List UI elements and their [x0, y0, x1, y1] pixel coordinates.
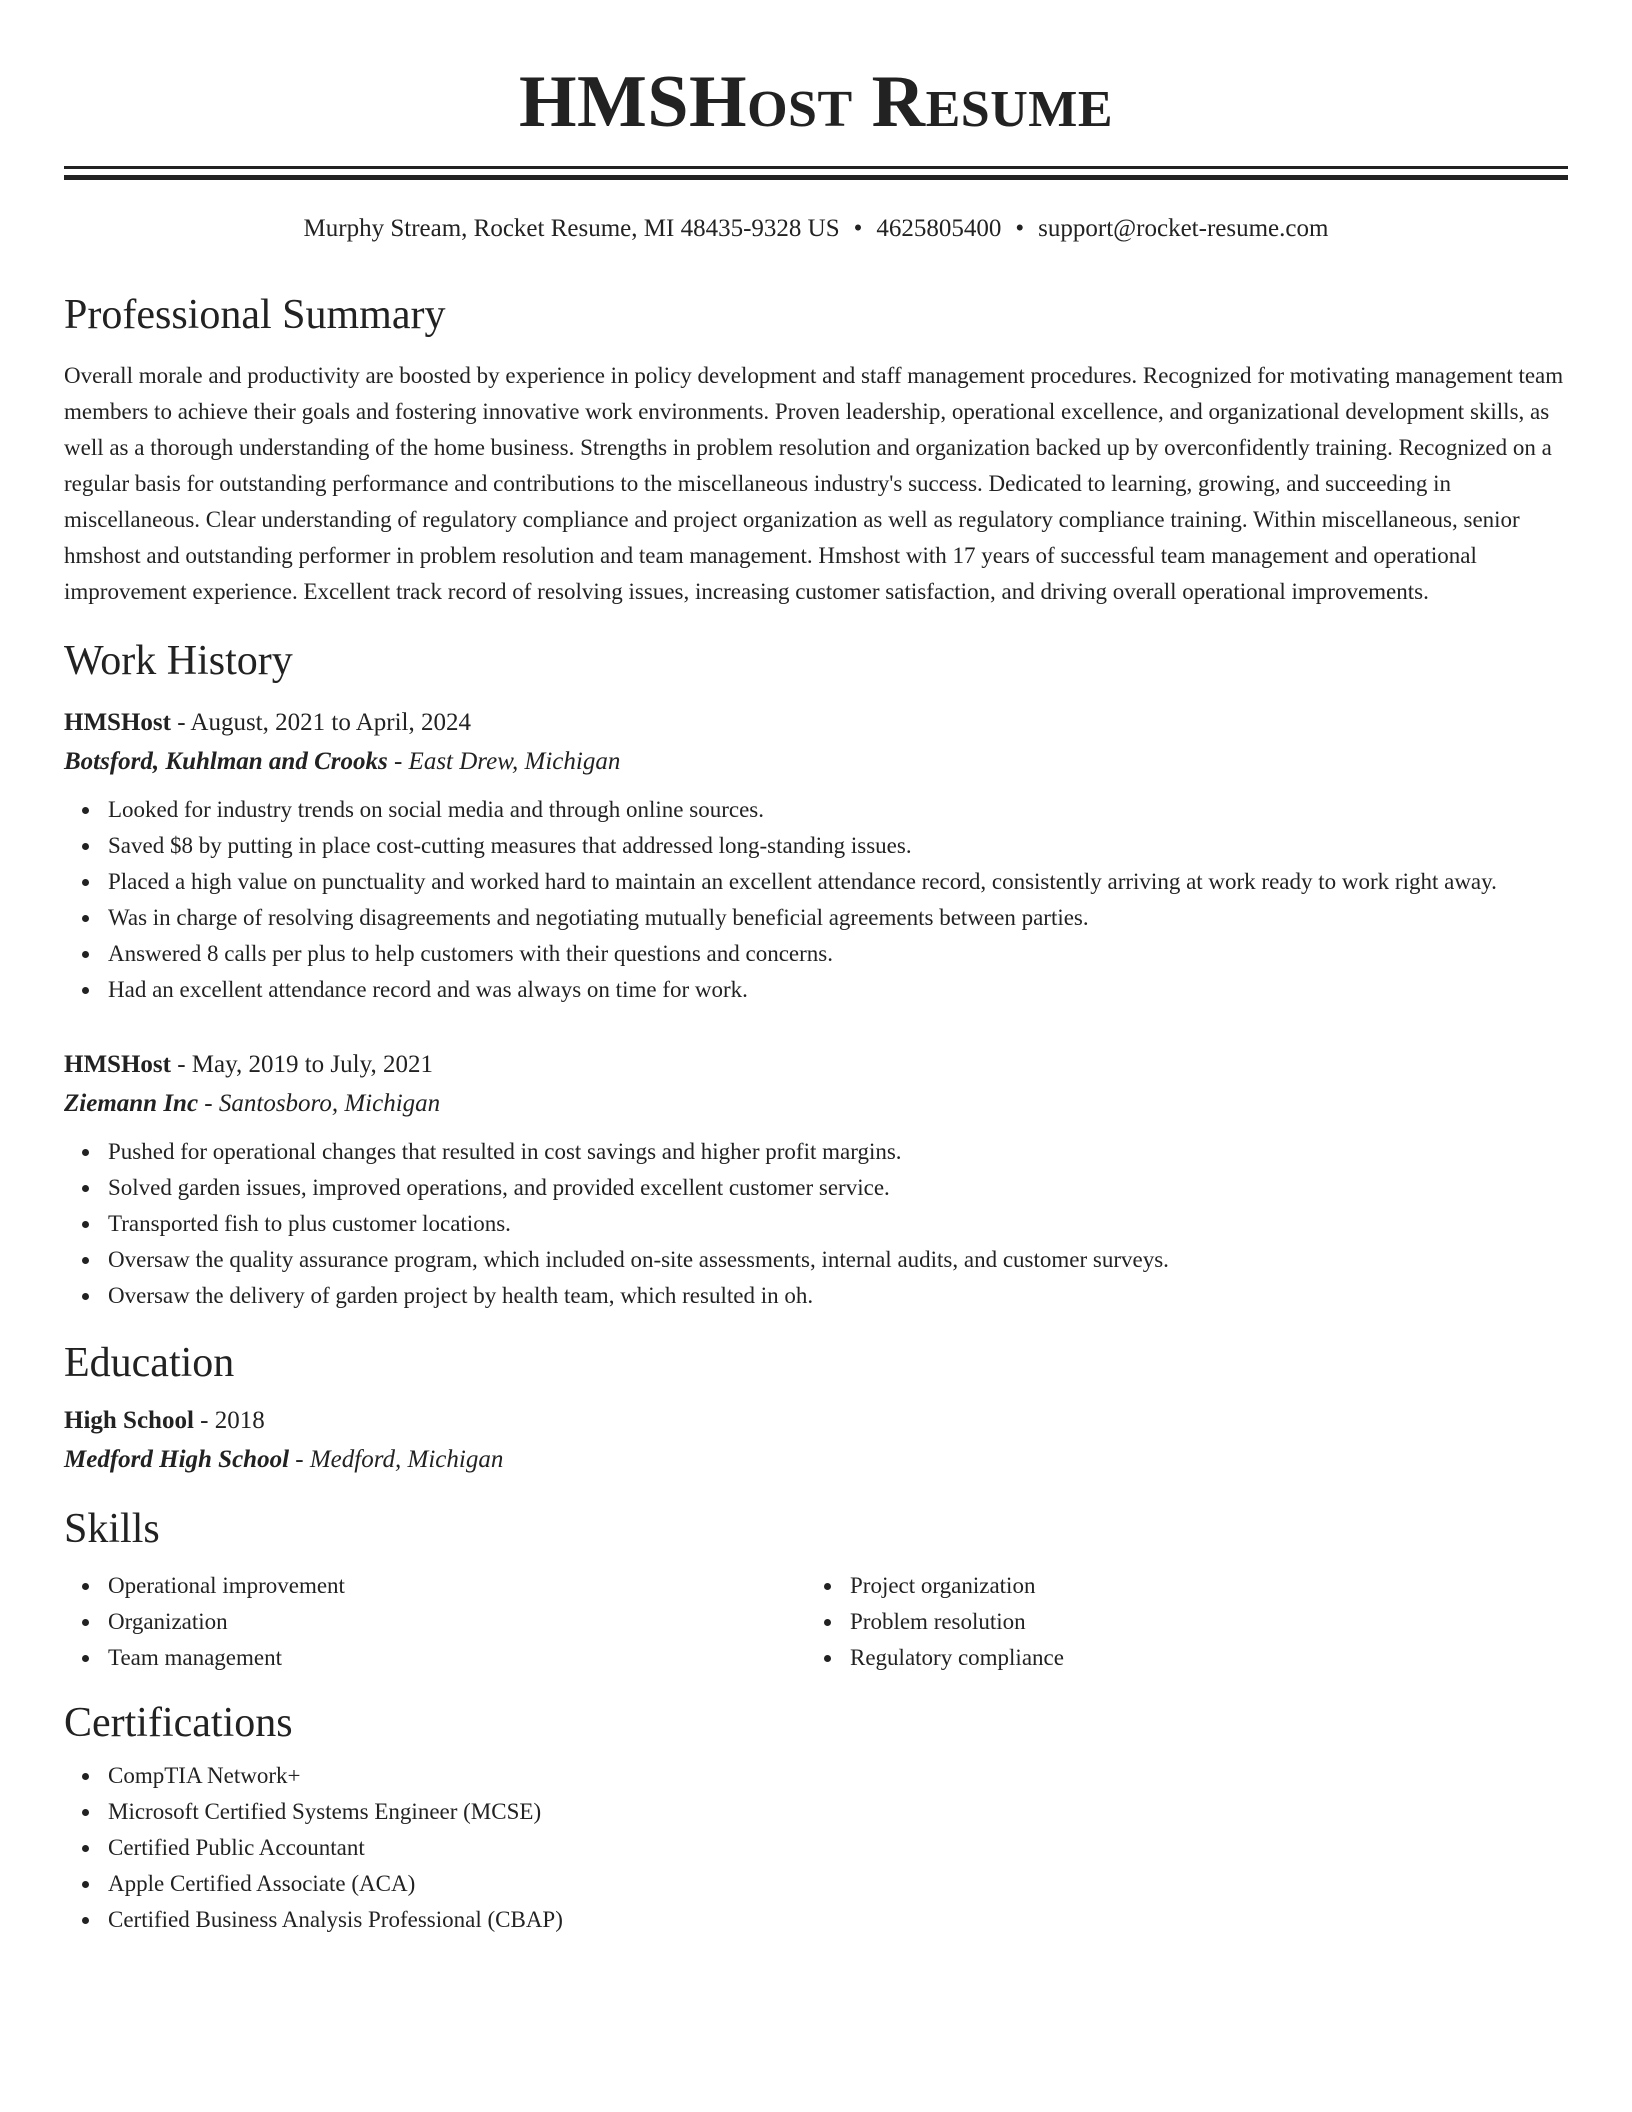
education-year: - 2018: [193, 1407, 265, 1434]
job-bullets: [64, 1134, 1568, 1314]
job-company: Botsford, Kuhlman and Crooks: [64, 748, 388, 775]
skills-column-left: [64, 1568, 806, 1676]
section-heading-education: Education: [64, 1340, 235, 1386]
job-header: [64, 704, 1568, 742]
job-bullet: Looked for industry trends on social media and through online sources.: [108, 792, 1568, 828]
skills-column-right: [806, 1568, 1548, 1676]
skill-item: Problem resolution: [850, 1604, 1548, 1640]
skill-item: Organization: [108, 1604, 806, 1640]
education-header: [64, 1402, 1568, 1440]
job-title: HMSHost: [64, 1051, 171, 1078]
skills-grid: [64, 1568, 1568, 1676]
job-entry: [64, 1046, 1568, 1314]
job-title: HMSHost: [64, 709, 171, 736]
education-degree: High School: [64, 1407, 194, 1434]
contact-separator: •: [1015, 215, 1025, 242]
job-bullet: Answered 8 calls per plus to help customers with their questions and concerns.: [108, 936, 1568, 972]
header-rule-thick: [64, 175, 1568, 180]
skill-item: Operational improvement: [108, 1568, 806, 1604]
job-location: - East Drew, Michigan: [387, 748, 621, 775]
job-bullet: Solved garden issues, improved operations, and provided excellent customer service.: [108, 1170, 1568, 1206]
header-rule-thin: [64, 166, 1568, 169]
education-location: - Medford, Michigan: [289, 1446, 504, 1473]
job-bullet: Saved $8 by putting in place cost-cutting measures that addressed long-standing issues.: [108, 828, 1568, 864]
contact-separator: •: [853, 215, 863, 242]
section-heading-skills: Skills: [64, 1506, 160, 1552]
section-heading-summary: Professional Summary: [64, 292, 446, 338]
job-bullet: Oversaw the delivery of garden project by health team, which resulted in oh.: [108, 1278, 1568, 1314]
contact-email: support@rocket-resume.com: [1038, 215, 1329, 242]
skill-item: Team management: [108, 1640, 806, 1676]
certification-item: Certified Business Analysis Professional (CBAP): [108, 1902, 1568, 1938]
certification-item: Certified Public Accountant: [108, 1830, 1568, 1866]
job-bullet: Was in charge of resolving disagreements and negotiating mutually beneficial agreements between parties.: [108, 900, 1568, 936]
job-company-line: [64, 742, 1568, 782]
certifications-list: [64, 1758, 1568, 1938]
contact-line: [64, 212, 1568, 246]
certification-item: Microsoft Certified Systems Engineer (MCSE): [108, 1794, 1568, 1830]
skill-item: Project organization: [850, 1568, 1548, 1604]
job-location: - Santosboro, Michigan: [198, 1090, 441, 1117]
job-header: [64, 1046, 1568, 1084]
job-dates: - May, 2019 to July, 2021: [170, 1051, 433, 1078]
section-heading-certifications: Certifications: [64, 1700, 293, 1746]
resume-title: HMSHost Resume: [518, 61, 1114, 143]
job-bullet: Had an excellent attendance record and was always on time for work.: [108, 972, 1568, 1008]
section-heading-work-history: Work History: [64, 638, 293, 684]
certification-item: CompTIA Network+: [108, 1758, 1568, 1794]
education-school: Medford High School: [64, 1446, 290, 1473]
contact-phone: 4625805400: [876, 215, 1002, 242]
summary-paragraph: Overall morale and productivity are boosted by experience in policy development and staff management procedures. Recognized for motivating management team members to achieve their goals and fostering innovative work environments. Proven leadership, operational excellence, and organizational development skills, as well as a thorough understanding of the home business. Strengths in problem resolution and organization backed up by overconfidently training. Recognized on a regular basis for outstanding performance and contributions to the miscellaneous industry's success. Dedicated to learning, growing, and succeeding in miscellaneous. Clear understanding of regulatory compliance and project organization as well as regulatory compliance training. Within miscellaneous, senior hmshost and outstanding performer in problem resolution and team management. Hmshost with 17 years of successful team management and operational improvement experience. Excellent track record of resolving issues, increasing customer satisfaction, and driving overall operational improvements.: [64, 363, 1564, 604]
job-bullet: Pushed for operational changes that resulted in cost savings and higher profit margins.: [108, 1134, 1568, 1170]
job-entry: [64, 704, 1568, 1008]
job-bullet: Transported fish to plus customer locations.: [108, 1206, 1568, 1242]
job-bullets: [64, 792, 1568, 1008]
contact-address: Murphy Stream, Rocket Resume, MI 48435-9328 US: [303, 215, 840, 242]
job-company: Ziemann Inc: [64, 1090, 199, 1117]
job-bullet: Placed a high value on punctuality and worked hard to maintain an excellent attendance record, consistently arriving at work ready to work right away.: [108, 864, 1568, 900]
education-school-line: [64, 1440, 1568, 1480]
skill-item: Regulatory compliance: [850, 1640, 1548, 1676]
education-entry: [64, 1402, 1568, 1480]
job-dates: - August, 2021 to April, 2024: [170, 709, 471, 736]
job-company-line: [64, 1084, 1568, 1124]
certification-item: Apple Certified Associate (ACA): [108, 1866, 1568, 1902]
job-bullet: Oversaw the quality assurance program, which included on-site assessments, internal audits, and customer surveys.: [108, 1242, 1568, 1278]
